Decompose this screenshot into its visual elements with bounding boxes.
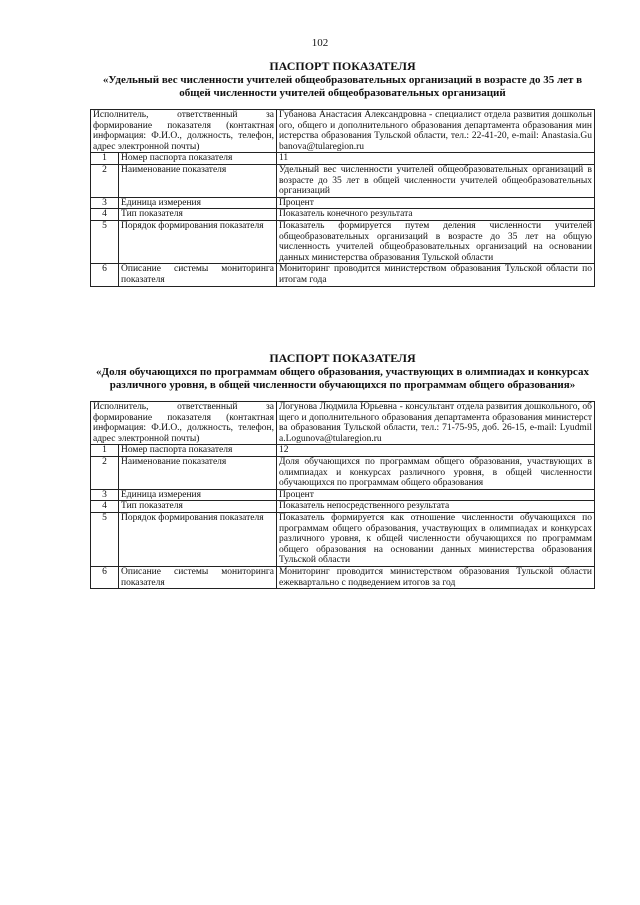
row-number: 3	[91, 197, 119, 209]
passport-table	[90, 109, 595, 287]
row-label: Наименование показателя	[119, 456, 277, 489]
row-number: 1	[91, 445, 119, 457]
table-row	[91, 456, 595, 489]
row-value: Показатель формируется как отношение численности обучающихся по программам общего образования, участвующих в олимпиадах и конкурсах различного уровня, к общей численности обучающихся по программам общего образования на основании данных министерства образования Тульской области	[277, 512, 595, 566]
row-value: Мониторинг проводится министерством образования Тульской области по итогам года	[277, 264, 595, 286]
passport-table	[90, 401, 595, 589]
row-label: Описание системы мониторинга показателя	[119, 264, 277, 286]
row-number: 5	[91, 220, 119, 263]
table-row	[91, 512, 595, 566]
table-row	[91, 197, 595, 209]
table-row	[91, 445, 595, 457]
row-value: Удельный вес численности учителей общеобразовательных организаций в возрасте до 35 лет в общей численности учителей общеобразовательных организаций	[277, 164, 595, 197]
row-value: Мониторинг проводится министерством образования Тульской области ежеквартально с подведением итогов за год	[277, 566, 595, 588]
table-row	[91, 501, 595, 513]
row-label: Номер паспорта показателя	[119, 445, 277, 457]
table-row	[91, 164, 595, 197]
table-row	[91, 402, 595, 445]
row-label: Тип показателя	[119, 209, 277, 221]
row-value: Процент	[277, 197, 595, 209]
indicator-passport-12	[90, 352, 595, 589]
row-label: Порядок формирования показателя	[119, 512, 277, 566]
passport-heading: ПАСПОРТ ПОКАЗАТЕЛЯ	[269, 59, 416, 73]
row-number: 6	[91, 264, 119, 286]
row-label: Единица измерения	[119, 197, 277, 209]
executor-label: Исполнитель, ответственный за формирование показателя (контактная информация: Ф.И.О., должность, телефон, адрес электронной почты)	[91, 110, 277, 153]
row-number: 2	[91, 456, 119, 489]
row-value: Процент	[277, 489, 595, 501]
row-number: 4	[91, 209, 119, 221]
passport-heading: ПАСПОРТ ПОКАЗАТЕЛЯ	[269, 351, 416, 365]
row-number: 1	[91, 153, 119, 165]
row-value: Показатель формируется путем деления численности учителей общеобразовательных организаций в возрасте до 35 лет на общую численность учителей общеобразовательных организаций на основании данных министерства образования Тульской области	[277, 220, 595, 263]
table-row	[91, 220, 595, 263]
executor-value: Логунова Людмила Юрьевна - консультант отдела развития дошкольного, общего и дополнительного образования департамента образования министерства образования Тульской области, тел.: 71-75-95, доб. 26-15, e-mail: Lyudmila.Logunova@tularegion.ru	[277, 402, 595, 445]
passport-title: «Доля обучающихся по программам общего образования, участвующих в олимпиадах и конкурсах различного уровня, в общей численности обучающихся по программам общего образования»	[96, 366, 589, 391]
row-value: Показатель конечного результата	[277, 209, 595, 221]
row-label: Номер паспорта показателя	[119, 153, 277, 165]
executor-label: Исполнитель, ответственный за формирование показателя (контактная информация: Ф.И.О., должность, телефон, адрес электронной почты)	[91, 402, 277, 445]
passport-title: «Удельный вес численности учителей общеобразовательных организаций в возрасте до 35 лет в общей численности учителей общеобразовательных организаций	[102, 74, 583, 99]
row-label: Единица измерения	[119, 489, 277, 501]
table-row	[91, 110, 595, 153]
table-row	[91, 264, 595, 286]
row-value: Доля обучающихся по программам общего образования, участвующих в олимпиадах и конкурсах различного уровня, в общей численности обучающихся по программам общего образования	[277, 456, 595, 489]
row-label: Тип показателя	[119, 501, 277, 513]
table-row	[91, 209, 595, 221]
row-value: Показатель непосредственного результата	[277, 501, 595, 513]
row-number: 3	[91, 489, 119, 501]
row-label: Наименование показателя	[119, 164, 277, 197]
row-label: Порядок формирования показателя	[119, 220, 277, 263]
row-number: 4	[91, 501, 119, 513]
page-number: 102	[311, 37, 329, 49]
row-label: Описание системы мониторинга показателя	[119, 566, 277, 588]
table-row	[91, 153, 595, 165]
indicator-passport-11	[90, 60, 595, 287]
row-value: 11	[277, 153, 595, 165]
table-row	[91, 489, 595, 501]
executor-value: Губанова Анастасия Александровна - специалист отдела развития дошкольного, общего и дополнительного образования департамента образования министерства образования Тульской области, тел.: 22-41-20, e-mail: Anastasia.Gubanova@tularegion.ru	[277, 110, 595, 153]
row-number: 6	[91, 566, 119, 588]
row-number: 2	[91, 164, 119, 197]
table-row	[91, 566, 595, 588]
row-value: 12	[277, 445, 595, 457]
row-number: 5	[91, 512, 119, 566]
